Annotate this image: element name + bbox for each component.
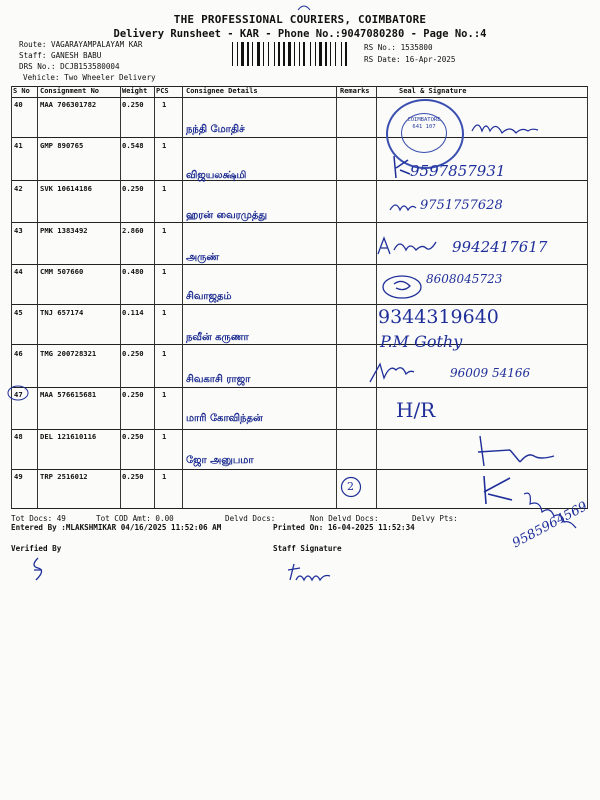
row-consignee: மாரி கோவிந்தன்	[186, 413, 263, 424]
row-consignment: GMP 890765	[40, 141, 84, 150]
barcode	[232, 42, 349, 66]
row-pcs: 1	[162, 267, 167, 276]
signature-40	[470, 117, 540, 137]
drs-label: DRS No.: DCJB153580004	[19, 62, 120, 71]
row-weight: 0.114	[122, 308, 144, 317]
row-consignment: SVK 10614186	[40, 184, 92, 193]
delivered-docs: Delvd Docs:	[225, 514, 276, 523]
row-consignee: ஹரன் வைரமுத்து	[186, 210, 268, 221]
verified-signature	[28, 556, 48, 582]
col-header-sno: S No	[13, 87, 30, 95]
col-header-remarks: Remarks	[340, 87, 370, 95]
row-sno: 41	[14, 141, 23, 150]
verified-by-label: Verified By	[11, 544, 62, 553]
rs-date: RS Date: 16-Apr-2025	[364, 55, 456, 64]
tot-docs: Tot Docs: 49	[11, 514, 66, 523]
signature-41	[390, 152, 412, 182]
row-weight: 0.250	[122, 184, 144, 193]
signature-44	[380, 272, 424, 302]
row-sno: 45	[14, 308, 23, 317]
row-weight: 0.250	[122, 390, 144, 399]
row-pcs: 1	[162, 349, 167, 358]
phone-49: 9585964569	[510, 499, 591, 552]
row-consignee: சிவாஜதம்	[186, 291, 232, 302]
staff-signature-label: Staff Signature	[273, 544, 342, 553]
row-consignment: DEL 121610116	[40, 432, 97, 441]
circle-number-49: 2	[347, 480, 354, 493]
row-consignment: MAA 706301782	[40, 100, 97, 109]
row-consignee: ஜோ அனுபமா	[186, 455, 254, 466]
runsheet-subtitle: Delivery Runsheet - KAR - Phone No.:9047080280 - Page No.:4	[113, 28, 487, 40]
signature-46	[368, 358, 416, 388]
col-header-consignee: Consignee Details	[186, 87, 258, 95]
signature-43	[376, 234, 440, 258]
phone-42: 9751757628	[420, 198, 503, 213]
row-consignment: TRP 2516012	[40, 472, 88, 481]
row-sno: 49	[14, 472, 23, 481]
row-consignee: அருண்	[186, 252, 220, 263]
row-consignee: நவீன் கருணா	[186, 332, 249, 343]
row-consignment: TNJ 657174	[40, 308, 84, 317]
row-weight: 0.250	[122, 432, 144, 441]
row-sno: 42	[14, 184, 23, 193]
row-sno: 47	[14, 390, 23, 399]
vehicle-label: Vehicle: Two Wheeler Delivery	[23, 73, 156, 82]
hr-mark-47: H/R	[396, 398, 436, 422]
row-weight: 0.480	[122, 267, 144, 276]
row-pcs: 1	[162, 100, 167, 109]
signature-42	[388, 198, 418, 216]
row-consignment: TMG 200728321	[40, 349, 97, 358]
phone-44: 8608045723	[426, 272, 503, 286]
phone-45: 9344319640	[378, 306, 499, 328]
tot-cod-amount: Tot COD Amt: 0.00	[96, 514, 174, 523]
row-sno: 40	[14, 100, 23, 109]
row-pcs: 1	[162, 141, 167, 150]
phone-43: 9942417617	[452, 238, 548, 256]
col-header-seal-signature: Seal & Signature	[399, 87, 467, 95]
name-45: P.M Gothy	[380, 332, 463, 351]
row-sno: 46	[14, 349, 23, 358]
col-header-consignment: Consignment No	[40, 87, 100, 95]
top-scribble	[296, 2, 312, 12]
signature-49	[478, 472, 518, 506]
row-consignee: விஜயலக்ஷ்மி	[186, 170, 247, 181]
row-pcs: 1	[162, 390, 167, 399]
rs-number: RS No.: 1535800	[364, 43, 433, 52]
delivery-points: Delvy Pts:	[412, 514, 458, 523]
stamp-pin: 641 107	[412, 124, 436, 130]
row-weight: 0.548	[122, 141, 144, 150]
row-pcs: 1	[162, 184, 167, 193]
row-consignment: MAA 576615681	[40, 390, 97, 399]
staff-label: Staff: GANESH BABU	[19, 51, 102, 60]
row-consignment: PMK 1383492	[40, 226, 88, 235]
row-sno: 44	[14, 267, 23, 276]
row-sno: 48	[14, 432, 23, 441]
staff-signature	[286, 560, 334, 586]
row-pcs: 1	[162, 226, 167, 235]
company-title: THE PROFESSIONAL COURIERS, COIMBATORE	[173, 13, 427, 26]
row-pcs: 1	[162, 308, 167, 317]
non-delivered-docs: Non Delvd Docs:	[310, 514, 379, 523]
row-pcs: 1	[162, 472, 167, 481]
col-header-weight: Weight	[122, 87, 148, 95]
row-consignee: சிவகாசி ராஜா	[186, 374, 251, 385]
row-consignee: நந்தி மோதிச்	[186, 124, 245, 135]
row-pcs: 1	[162, 432, 167, 441]
entered-by: Entered By :MLAKSHMIKAR 04/16/2025 11:52:06 AM	[11, 523, 222, 532]
printed-on: Printed On: 16-04-2025 11:52:34	[273, 523, 415, 532]
row-consignment: CMM 507660	[40, 267, 84, 276]
row-weight: 2.860	[122, 226, 144, 235]
row-weight: 0.250	[122, 472, 144, 481]
phone-46: 96009 54166	[450, 366, 531, 380]
row-weight: 0.250	[122, 100, 144, 109]
signature-48	[470, 432, 560, 472]
row-weight: 0.250	[122, 349, 144, 358]
col-header-pcs: PCS	[156, 87, 169, 95]
route-label: Route: VAGARAYAMPALAYAM KAR	[19, 40, 143, 49]
phone-41: 9597857931	[410, 162, 506, 180]
circle-mark	[6, 384, 30, 402]
row-sno: 43	[14, 226, 23, 235]
stamp-city: COIMBATORE	[407, 117, 441, 123]
